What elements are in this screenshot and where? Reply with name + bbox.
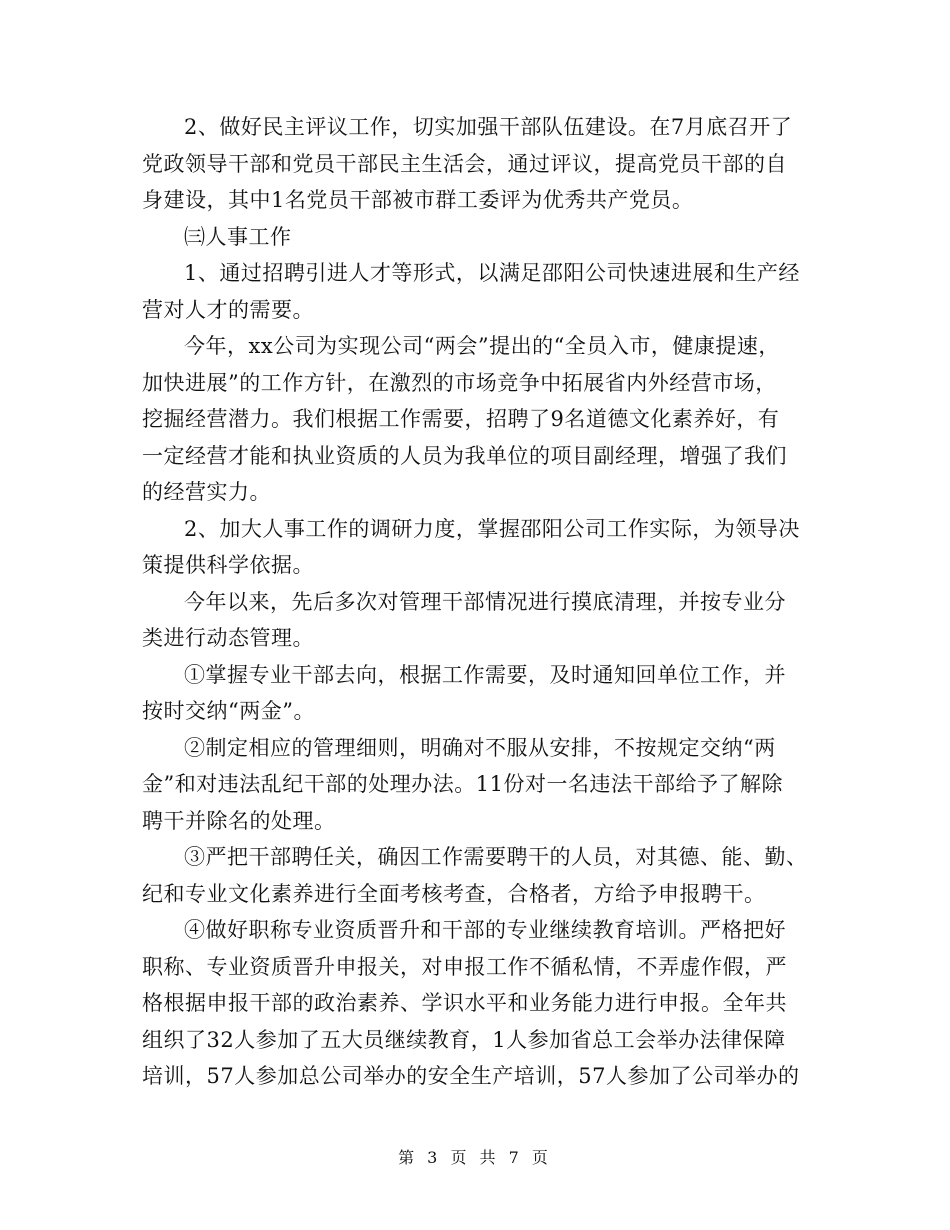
text-line: 组织了32人参加了五大员继续教育，1人参加省总工会举办法律保障 [142,1027,786,1052]
text-line: ㈢人事工作 [184,224,292,249]
text-line: 今年，xx公司为实现公司“两会”提出的“全员入市，健康提速， [184,334,780,358]
text-line: ④做好职称专业资质晋升和干部的专业继续教育培训。严格把好 [184,918,786,942]
list-item [142,839,814,912]
text-line: 培训，57人参加总公司举办的安全生产培训，57人参加了公司举办的 [142,1064,800,1088]
text-line: 2、做好民主评议工作，切实加强干部队伍建设。在7月底召开了 [184,115,793,139]
text-line: 按时交纳“两金”。 [142,699,315,723]
text-line: 营对人才的需要。 [142,297,314,322]
text-line: 2、加大人事工作的调研力度，掌握邵阳公司工作实际，为领导决 [184,516,800,541]
text-line: 身建设，其中1名党员干部被市群工委评为优秀共产党员。 [142,188,694,212]
section-heading [142,219,814,256]
text-line: ①掌握专业干部去向，根据工作需要，及时通知回单位工作，并 [184,662,786,687]
text-line: 今年以来，先后多次对管理干部情况进行摸底清理，并按专业分 [184,589,786,614]
text-line: 挖掘经营潜力。我们根据工作需要，招聘了9名道德文化素养好，有 [142,407,780,431]
text-line: 加快进展”的工作方针，在激烈的市场竞争中拓展省内外经营市场， [142,370,777,395]
text-line: 1、通过招聘引进人才等形式，以满足邵阳公司快速进展和生产经 [184,261,800,285]
paragraph [142,255,814,328]
text-line: 党政领导干部和党员干部民主生活会，通过评议，提高党员干部的自 [142,151,787,176]
text-line: 职称、专业资质晋升申报关，对申报工作不循私情，不弄虚作假，严 [142,954,787,979]
list-item [142,912,814,1095]
text-line: 金”和对违法乱纪干部的处理办法。11份对一名违法干部给予了解除 [142,772,783,796]
text-line: ③严把干部聘任关，确因工作需要聘干的人员，对其德、能、勤、 [184,845,808,869]
text-line: 纪和专业文化素养进行全面考核考查，合格者，方给予申报聘干。 [142,881,766,906]
text-line: 格根据申报干部的政治素养、学识水平和业务能力进行申报。全年共 [142,991,787,1015]
list-item [142,730,814,840]
text-line: 聘干并除名的处理。 [142,808,336,833]
text-line: 策提供科学依据。 [142,553,314,577]
text-line: 的经营实力。 [142,480,271,504]
paragraph [142,511,814,584]
paragraph [142,328,814,511]
text-line: 类进行动态管理。 [142,626,314,650]
list-item [142,657,814,730]
paragraph [142,584,814,657]
page-footer: 第 3 页 共 7 页 [398,1148,552,1167]
text-line: ②制定相应的管理细则，明确对不服从安排，不按规定交纳“两 [184,735,776,760]
text-line: 一定经营才能和执业资质的人员为我单位的项目副经理，增强了我们 [142,443,787,468]
paragraph [142,109,814,219]
document-body [142,109,814,1095]
